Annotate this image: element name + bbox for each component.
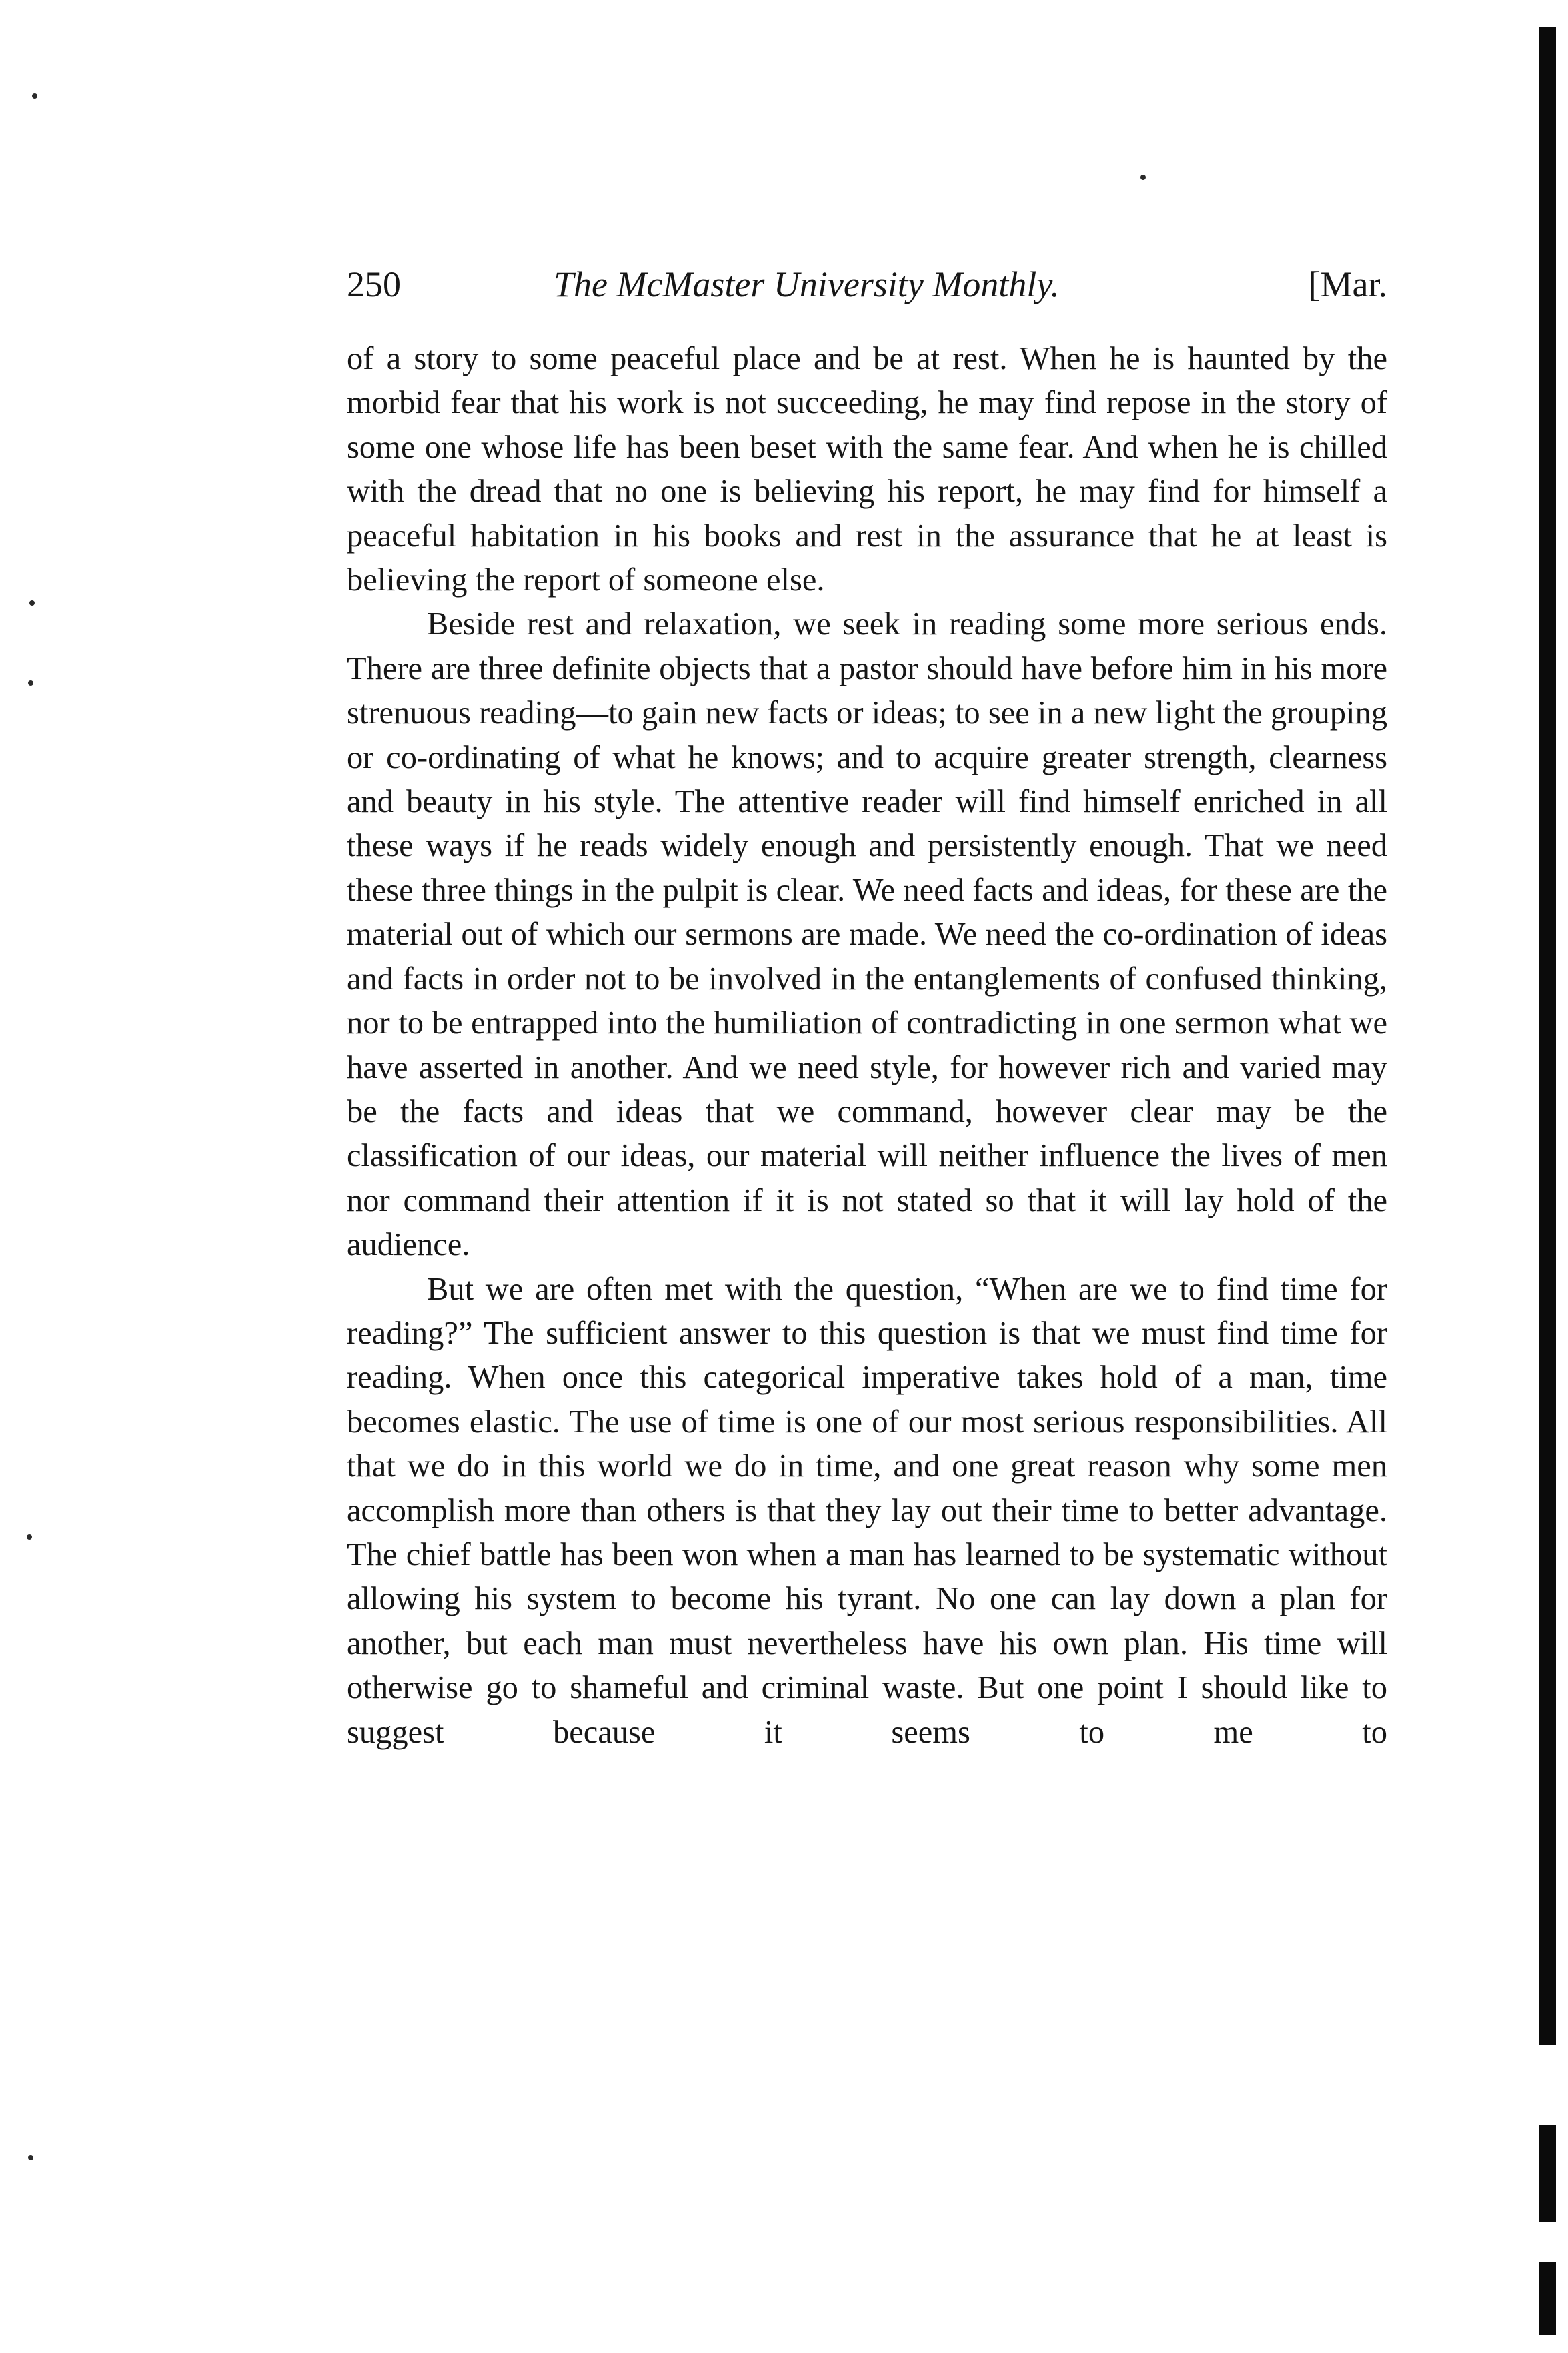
scan-edge-shadow (1539, 27, 1556, 2335)
journal-title: The McMaster University Monthly. (554, 264, 1060, 304)
margin-speck (29, 600, 35, 606)
paragraph-time-for-reading: But we are often met with the question, “When are we to find time for reading?” The sufficient answer to this question is that we must find time for reading. When once this categorical imperative takes hold of a man, time becomes elastic. The use of time is one of our most serious responsibilities. All that we do in this world we do in time, and one great reason why some men accomplish more than others is that they lay out their time to better advantage. The chief battle has been won when a man has learned to be systematic without allowing his system to become his tyrant. No one can lay down a plan for another, but each man must nevertheless have his own plan. His time will otherwise go to shameful and criminal waste. But one point I should like to suggest because it seems to me to (347, 1271, 1387, 1750)
margin-speck (28, 680, 33, 686)
margin-speck (27, 1534, 32, 1540)
running-head (347, 264, 1387, 317)
margin-speck (1140, 175, 1146, 180)
scan-edge-gap (1539, 2222, 1556, 2262)
scan-edge-gap (1539, 2045, 1556, 2125)
margin-speck (28, 2155, 33, 2160)
paragraph-continuation: of a story to some peaceful place and be at rest. When he is haunted by the morbid fear that his work is not succeeding, he may find repose in the story of some one whose life has been beset with the same fear. And when he is chilled with the dread that no one is believing his report, he may find for himself a peaceful habitation in his books and rest in the assurance that he at least is believing the report of someone else. (347, 341, 1387, 598)
body-text (347, 337, 1387, 1755)
issue-month: [Mar. (1308, 264, 1387, 304)
margin-speck (32, 93, 37, 99)
page-number: 250 (347, 264, 401, 304)
paragraph-reading-objects: Beside rest and relaxation, we seek in reading some more serious ends. There are three definite objects that a pastor should have before him in his more strenuous reading—to gain new facts or ideas; to see in a new light the grouping or co-ordinating of what he knows; and to acquire greater strength, clearness and beauty in his style. The attentive reader will find himself enriched in all these ways if he reads widely enough and persistently enough. That we need these three things in the pulpit is clear. We need facts and ideas, for these are the material out of which our sermons are made. We need the co-ordination of ideas and facts in order not to be involved in the entanglements of confused thinking, nor to be entrapped into the humiliation of contradicting in one sermon what we have asserted in another. And we need style, for however rich and varied may be the facts and ideas that we command, however clear may be the classification of our ideas, our material will neither influence the lives of men nor command their attention if it is not stated so that it will lay hold of the audience. (347, 606, 1387, 1263)
